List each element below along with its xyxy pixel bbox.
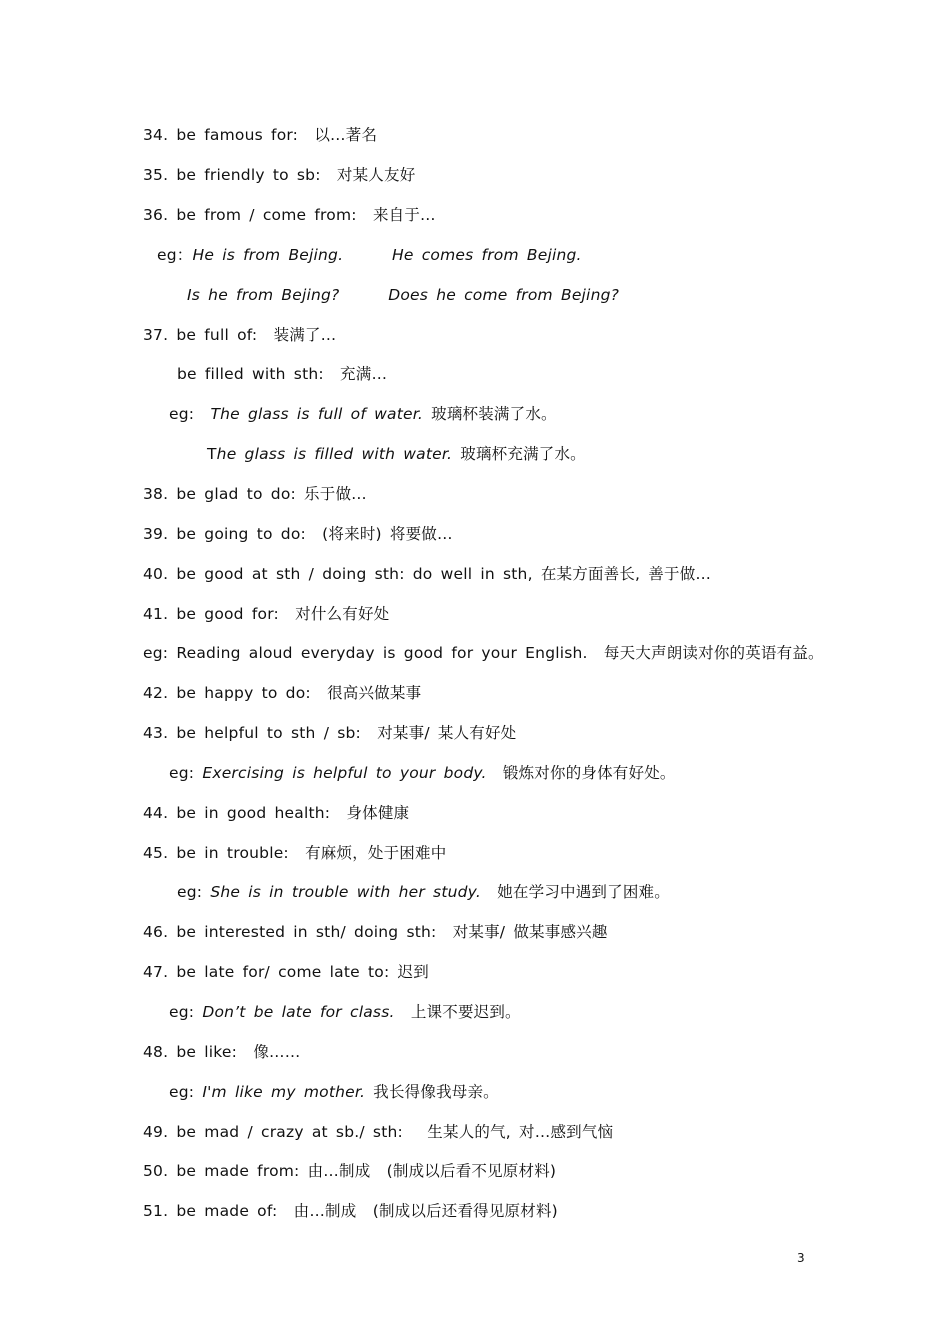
phrase-line bbox=[169, 1081, 499, 1103]
line-text: 玻璃杯充满了水。 bbox=[452, 445, 586, 463]
line-text: 34. be famous for: 以…著名 bbox=[143, 126, 378, 144]
line-text: eg: bbox=[169, 405, 211, 423]
phrase-line bbox=[169, 762, 676, 784]
line-text: be filled with sth: 充满… bbox=[177, 365, 388, 383]
phrase-line bbox=[143, 1160, 556, 1182]
phrase-line bbox=[143, 1121, 613, 1143]
phrase-line bbox=[143, 324, 336, 346]
phrase-line bbox=[143, 563, 711, 585]
line-text: 47. be late for/ come late to: 迟到 bbox=[143, 963, 429, 981]
page-number: 3 bbox=[797, 1251, 805, 1265]
line-text: 42. be happy to do: 很高兴做某事 bbox=[143, 684, 422, 702]
line-text: 锻炼对你的身体有好处。 bbox=[486, 764, 676, 782]
line-text: 50. be made from: 由…制成 (制成以后看不见原材料) bbox=[143, 1162, 557, 1180]
line-text: eg: bbox=[177, 883, 211, 901]
phrase-line bbox=[143, 1041, 300, 1063]
line-text: 40. be good at sth / doing sth: do well in sth, 在某方面善长, 善于做… bbox=[143, 565, 712, 583]
line-text: eg： bbox=[157, 246, 193, 264]
phrase-line bbox=[143, 802, 409, 824]
line-text: 49. be mad / crazy at sb./ sth: 生某人的气, 对…感到气恼 bbox=[143, 1123, 614, 1141]
phrase-line bbox=[177, 881, 670, 903]
line-text: 38. be glad to do: 乐于做… bbox=[143, 485, 367, 503]
phrase-line bbox=[143, 722, 516, 744]
phrase-line bbox=[177, 363, 387, 385]
line-text: 46. be interested in sth/ doing sth: 对某事/ 做某事感兴趣 bbox=[143, 923, 608, 941]
phrase-line bbox=[169, 403, 557, 425]
phrase-line bbox=[143, 204, 436, 226]
line-text: 48. be like: 像…… bbox=[143, 1043, 301, 1061]
line-text: 36. be from / come from: 来自于… bbox=[143, 206, 436, 224]
line-text: 51. be made of: 由…制成 (制成以后还看得见原材料) bbox=[143, 1202, 558, 1220]
example-sentence: She is in trouble with her study. bbox=[210, 883, 481, 901]
line-text: 她在学习中遇到了困难。 bbox=[480, 883, 670, 901]
phrase-line bbox=[143, 164, 415, 186]
example-sentence: He is from Bejing. He comes from Bejing. bbox=[192, 246, 582, 264]
line-text: eg: bbox=[169, 1003, 203, 1021]
phrase-line bbox=[169, 1001, 521, 1023]
line-text: 45. be in trouble: 有麻烦，处于困难中 bbox=[143, 844, 447, 862]
phrase-line bbox=[143, 483, 367, 505]
line-text: 37. be full of: 装满了… bbox=[143, 326, 337, 344]
line-text: eg: bbox=[169, 764, 203, 782]
line-text: 玻璃杯装满了水。 bbox=[423, 405, 557, 423]
phrase-line bbox=[143, 1200, 558, 1222]
example-sentence: Exercising is helpful to your body. bbox=[202, 764, 487, 782]
line-text: eg: bbox=[169, 1083, 203, 1101]
example-sentence: The glass is full of water. bbox=[210, 405, 423, 423]
phrase-line bbox=[157, 244, 582, 266]
example-sentence: Don’t be late for class. bbox=[202, 1003, 395, 1021]
line-text: T bbox=[207, 445, 217, 463]
line-text: 39. be going to do: (将来时) 将要做… bbox=[143, 525, 453, 543]
phrase-line bbox=[143, 842, 446, 864]
phrase-line bbox=[207, 443, 586, 465]
phrase-line bbox=[143, 642, 824, 664]
line-text: 44. be in good health: 身体健康 bbox=[143, 804, 410, 822]
example-sentence: Is he from Bejing? Does he come from Bejing? bbox=[187, 286, 620, 304]
phrase-line bbox=[143, 124, 377, 146]
phrase-line bbox=[187, 284, 619, 306]
phrase-line bbox=[143, 921, 608, 943]
line-text: 35. be friendly to sb: 对某人友好 bbox=[143, 166, 416, 184]
phrase-line bbox=[143, 961, 429, 983]
line-text: 43. be helpful to sth / sb: 对某事/ 某人有好处 bbox=[143, 724, 517, 742]
phrase-line bbox=[143, 603, 389, 625]
line-text: 41. be good for: 对什么有好处 bbox=[143, 605, 390, 623]
phrase-line bbox=[143, 682, 421, 704]
line-text: eg: Reading aloud everyday is good for your English. 每天大声朗读对你的英语有益。 bbox=[143, 644, 824, 662]
phrase-line bbox=[143, 523, 453, 545]
line-text: 上课不要迟到。 bbox=[394, 1003, 521, 1021]
line-text: 我长得像我母亲。 bbox=[365, 1083, 499, 1101]
example-sentence: he glass is filled with water. bbox=[216, 445, 453, 463]
example-sentence: I'm like my mother. bbox=[202, 1083, 366, 1101]
